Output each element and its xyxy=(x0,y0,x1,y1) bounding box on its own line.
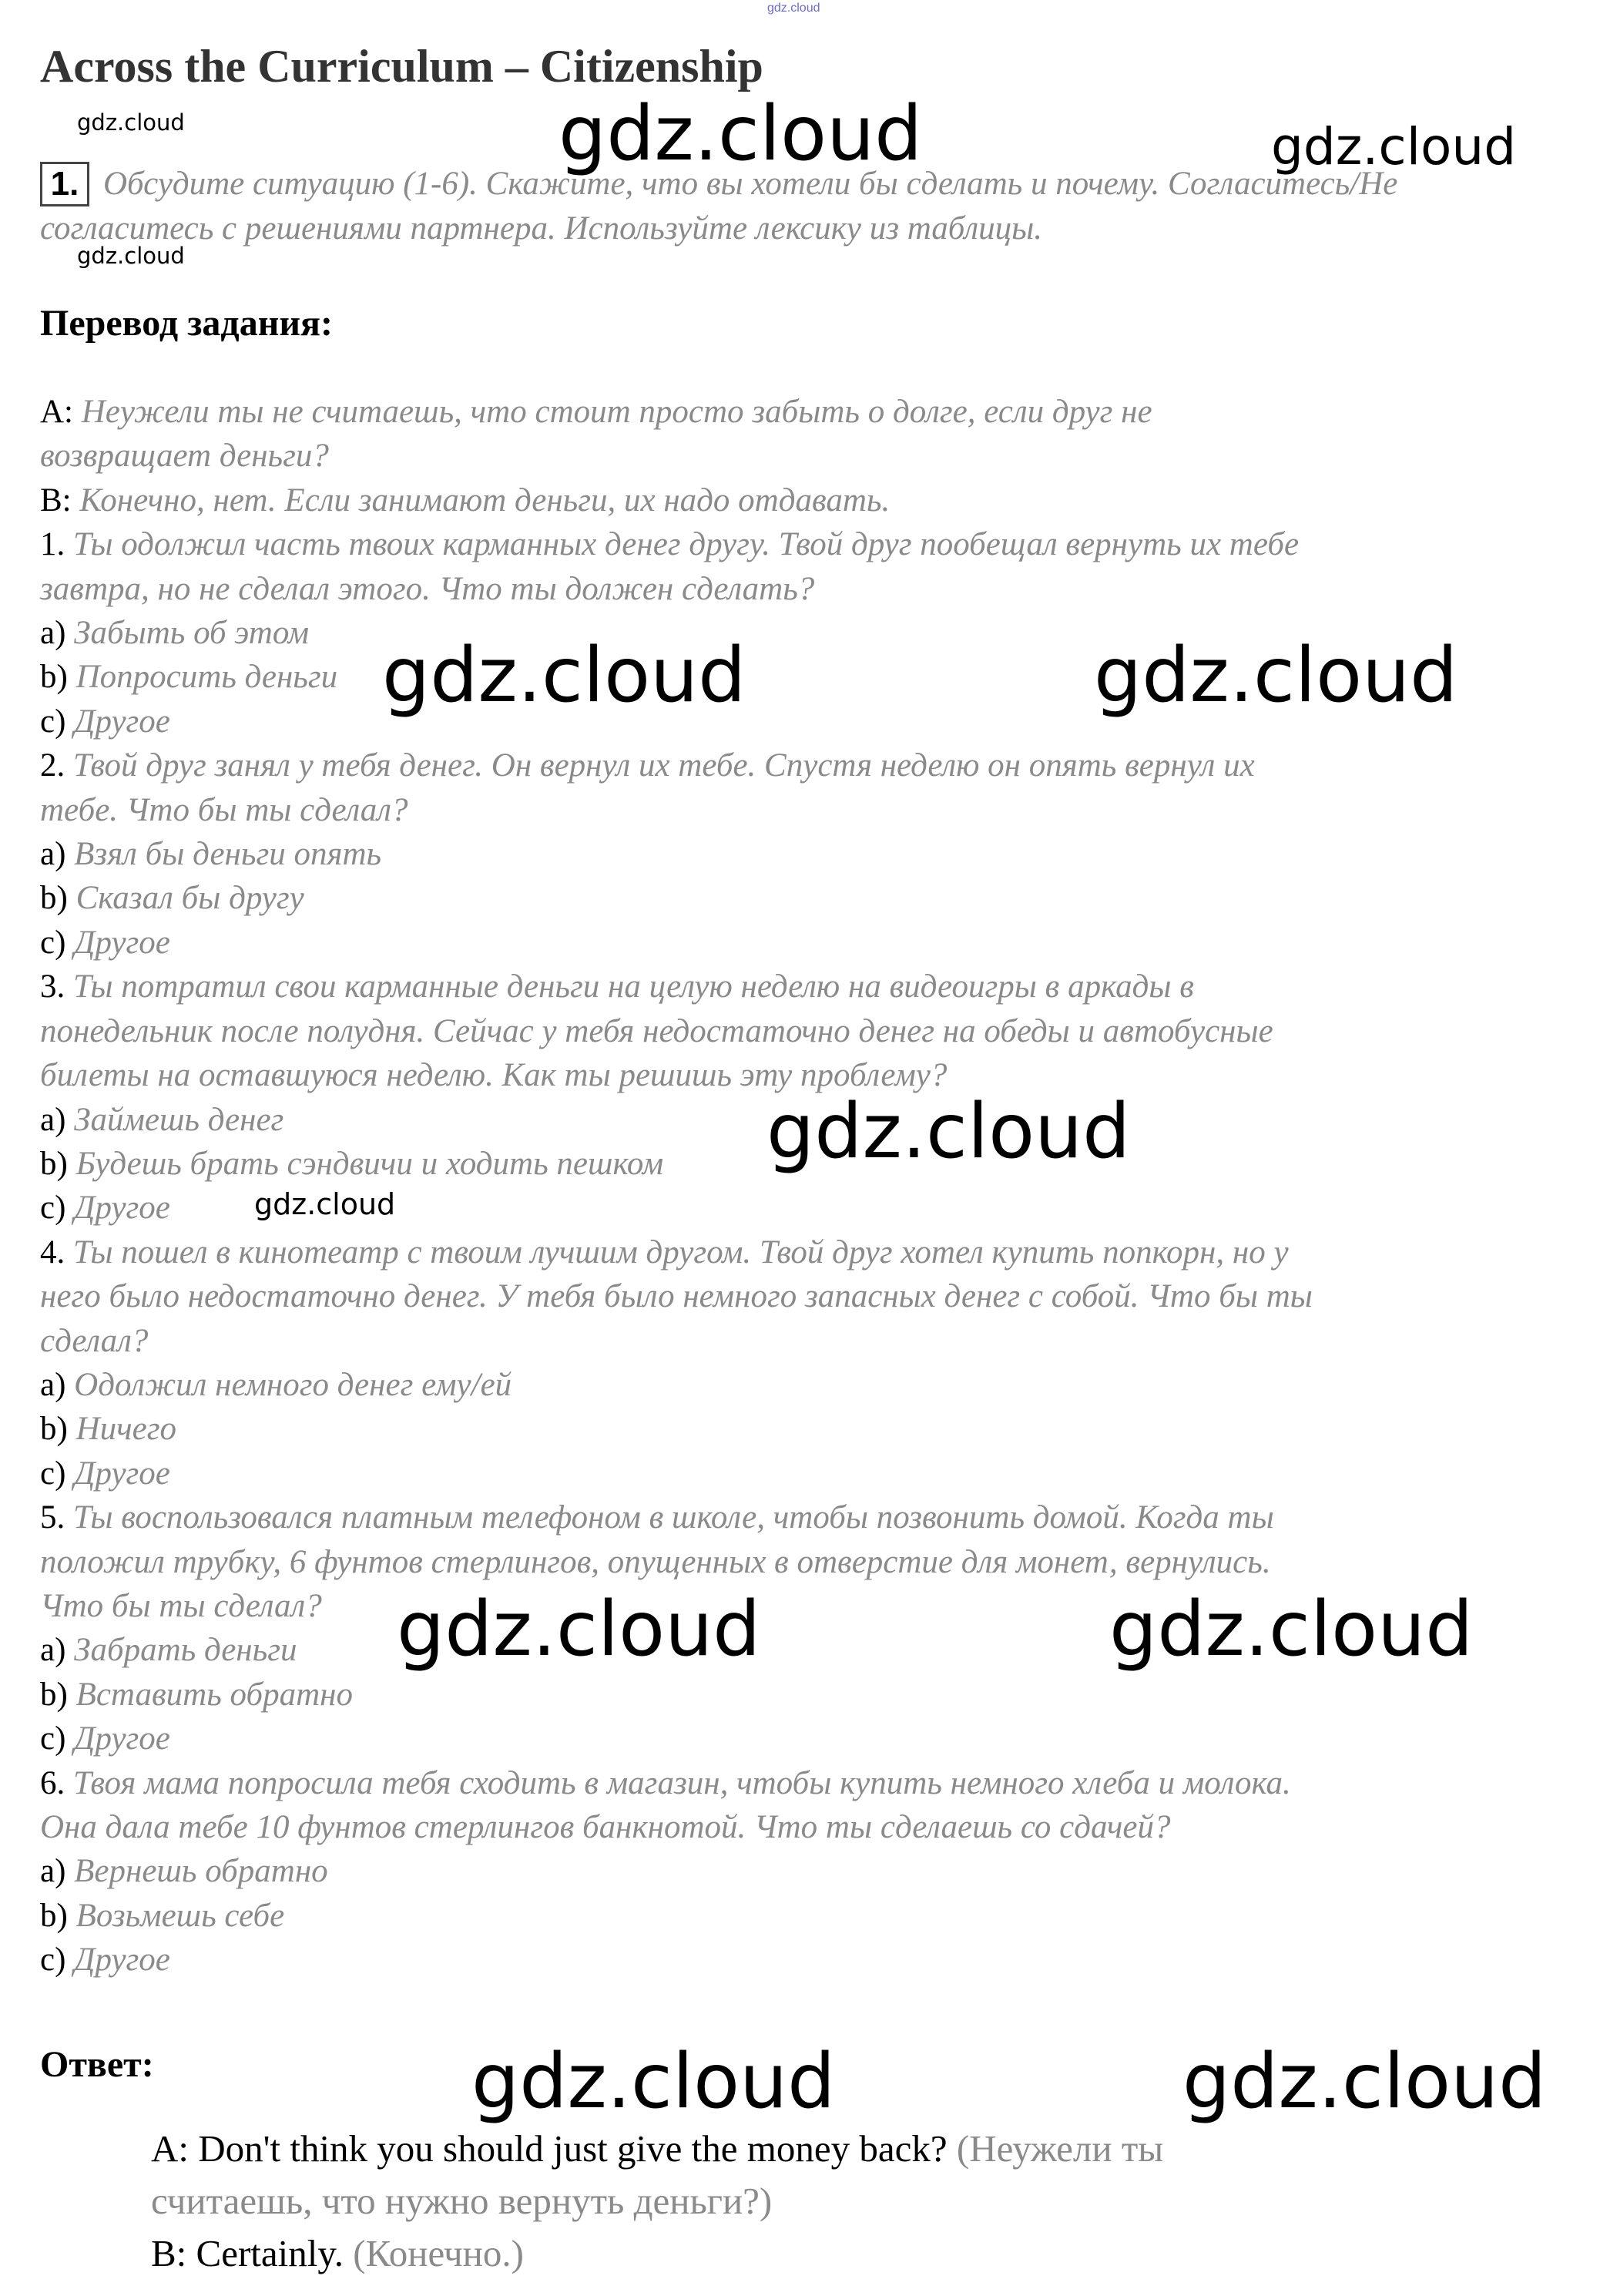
answer-line xyxy=(151,2227,1538,2280)
translation-line xyxy=(40,522,1542,566)
line-text: Твой друг занял у тебя денег. Он вернул их тебе. Спустя неделю он опять вернул их xyxy=(73,747,1255,784)
answer-line xyxy=(151,2175,1538,2227)
line-text: завтра, но не сделал этого. Что ты должен сделать? xyxy=(40,570,815,607)
line-label: a) xyxy=(40,1101,66,1138)
line-label: 5. xyxy=(40,1499,65,1536)
line-label: b) xyxy=(40,1411,68,1448)
translation-line xyxy=(40,832,1542,876)
line-text: Вернешь обратно xyxy=(74,1853,328,1890)
line-text: Одолжил немного денег ему/ей xyxy=(74,1366,512,1403)
line-label: a) xyxy=(40,1366,66,1403)
line-text: тебе. Что бы ты сделал? xyxy=(40,791,408,828)
watermark: gdz.cloud xyxy=(254,1187,396,1221)
line-text: возвращает деньги? xyxy=(40,438,329,475)
line-text: билеты на оставшуюся неделю. Как ты решишь эту проблему? xyxy=(40,1057,948,1094)
line-text: Вставить обратно xyxy=(75,1676,353,1713)
line-text: Ты пошел в кинотеатр с твоим лучшим другом. Твой друг хотел купить попкорн, но у xyxy=(73,1234,1289,1271)
watermark: gdz.cloud xyxy=(1182,2038,1547,2126)
translation-line xyxy=(40,1938,1542,1982)
translation-line xyxy=(40,1894,1542,1938)
line-text: Ничего xyxy=(75,1411,177,1448)
line-label: c) xyxy=(40,1942,66,1979)
answer-russian: (Конечно.) xyxy=(353,2232,524,2274)
line-text: Ты воспользовался платным телефоном в школе, чтобы позвонить домой. Когда ты xyxy=(73,1499,1274,1536)
watermark: gdz.cloud xyxy=(1094,632,1458,720)
translation-line xyxy=(40,921,1542,965)
translation-line xyxy=(40,1495,1542,1539)
translation-line xyxy=(40,478,1542,522)
answer-english: A: Don't think you should just give the money back? xyxy=(151,2127,948,2170)
watermark: gdz.cloud xyxy=(1109,1586,1474,1673)
top-watermark: gdz.cloud xyxy=(767,2,820,15)
line-text: Что бы ты сделал? xyxy=(40,1587,322,1624)
answer-line xyxy=(151,2123,1538,2175)
line-label: b) xyxy=(40,880,68,917)
line-text: Попросить деньги xyxy=(75,659,338,696)
line-text: Другое xyxy=(74,1942,170,1979)
watermark: gdz.cloud xyxy=(77,109,185,136)
watermark: gdz.cloud xyxy=(558,90,923,178)
line-text: Возьмешь себе xyxy=(75,1897,285,1934)
task-instructions: Обсудите ситуацию (1-6). Скажите, что вы хотели бы сделать и почему. Согласитесь/Не согласитесь с решениями партнера. Используйте лексику из таблицы. xyxy=(40,166,1398,247)
line-text: сделал? xyxy=(40,1322,149,1359)
translation-line xyxy=(40,1761,1542,1805)
translation-line xyxy=(40,567,1542,611)
line-text: Другое xyxy=(74,1455,170,1492)
line-label: c) xyxy=(40,1455,66,1492)
line-label: 1. xyxy=(40,526,65,563)
line-label: 3. xyxy=(40,968,65,1005)
line-text: Будешь брать сэндвичи и ходить пешком xyxy=(75,1145,664,1182)
line-label: a) xyxy=(40,615,66,652)
line-text: понедельник после полудня. Сейчас у тебя недостаточно денег на обеды и автобусные xyxy=(40,1012,1273,1049)
translation-line xyxy=(40,1717,1542,1761)
translation-line xyxy=(40,788,1542,832)
answer-heading: Ответ: xyxy=(40,2044,154,2085)
line-text: Ты одолжил часть твоих карманных денег другу. Твой друг пообещал вернуть их тебе xyxy=(73,526,1300,563)
line-label: c) xyxy=(40,924,66,961)
watermark: gdz.cloud xyxy=(397,1586,761,1673)
translation-line xyxy=(40,1407,1542,1451)
task-number-box: 1. xyxy=(40,162,89,206)
translation-line xyxy=(40,1849,1542,1893)
line-label: a) xyxy=(40,836,66,873)
line-label: b) xyxy=(40,1145,68,1182)
answer-russian: считаешь, что нужно вернуть деньги?) xyxy=(151,2180,773,2222)
watermark: gdz.cloud xyxy=(1271,117,1517,176)
line-text: Сказал бы другу xyxy=(75,880,304,917)
translation-line xyxy=(40,1009,1542,1053)
line-label: A: xyxy=(40,394,73,430)
line-text: Другое xyxy=(74,703,170,740)
line-label: 4. xyxy=(40,1234,65,1271)
line-text: него было недостаточно денег. У тебя было немного запасных денег с собой. Что бы ты xyxy=(40,1278,1313,1315)
translation-line xyxy=(40,1673,1542,1717)
line-text: Взял бы деньги опять xyxy=(74,836,382,873)
answer-body xyxy=(151,2123,1538,2280)
translation-line xyxy=(40,1274,1542,1318)
line-text: Другое xyxy=(74,1190,170,1227)
line-text: Твоя мама попросила тебя сходить в магазин, чтобы купить немного хлеба и молока. xyxy=(73,1764,1291,1801)
translation-line xyxy=(40,1319,1542,1363)
translation-line xyxy=(40,1805,1542,1849)
translation-line xyxy=(40,876,1542,920)
line-label: 6. xyxy=(40,1764,65,1801)
translation-line xyxy=(40,744,1542,787)
line-label: b) xyxy=(40,1676,68,1713)
line-label: c) xyxy=(40,703,66,740)
line-text: Неужели ты не считаешь, что стоит просто забыть о долге, если друг не xyxy=(81,394,1152,430)
line-label: b) xyxy=(40,659,68,696)
line-text: Забыть об этом xyxy=(74,615,310,652)
line-label: a) xyxy=(40,1632,66,1669)
watermark: gdz.cloud xyxy=(471,2038,836,2126)
line-text: Другое xyxy=(74,1720,170,1757)
translation-body xyxy=(40,390,1542,1982)
translation-line xyxy=(40,1540,1542,1584)
answer-english: B: Certainly. xyxy=(151,2232,344,2274)
translation-line xyxy=(40,1452,1542,1495)
translation-heading: Перевод задания: xyxy=(40,303,333,344)
line-label: c) xyxy=(40,1190,66,1227)
translation-line xyxy=(40,1230,1542,1274)
line-text: Забрать деньги xyxy=(74,1632,297,1669)
line-label: a) xyxy=(40,1853,66,1890)
watermark: gdz.cloud xyxy=(382,632,746,720)
answer-russian: (Неужели ты xyxy=(956,2127,1164,2170)
line-label: b) xyxy=(40,1897,68,1934)
line-text: Другое xyxy=(74,924,170,961)
translation-line xyxy=(40,434,1542,478)
translation-line xyxy=(40,965,1542,1009)
line-text: положил трубку, 6 фунтов стерлингов, опущенных в отверстие для монет, вернулись. xyxy=(40,1543,1271,1580)
line-text: Займешь денег xyxy=(74,1101,284,1138)
line-label: B: xyxy=(40,482,72,519)
line-text: Она дала тебе 10 фунтов стерлингов банкнотой. Что ты сделаешь со сдачей? xyxy=(40,1809,1171,1845)
watermark: gdz.cloud xyxy=(766,1088,1131,1176)
translation-line xyxy=(40,1363,1542,1407)
line-text: Ты потратил свои карманные деньги на целую неделю на видеоигры в аркады в xyxy=(73,968,1194,1005)
watermark: gdz.cloud xyxy=(77,243,185,269)
line-text: Конечно, нет. Если занимают деньги, их надо отдавать. xyxy=(79,482,891,519)
translation-line xyxy=(40,390,1542,434)
line-label: 2. xyxy=(40,747,65,784)
page-title: Across the Curriculum – Citizenship xyxy=(40,41,763,92)
line-label: c) xyxy=(40,1720,66,1757)
